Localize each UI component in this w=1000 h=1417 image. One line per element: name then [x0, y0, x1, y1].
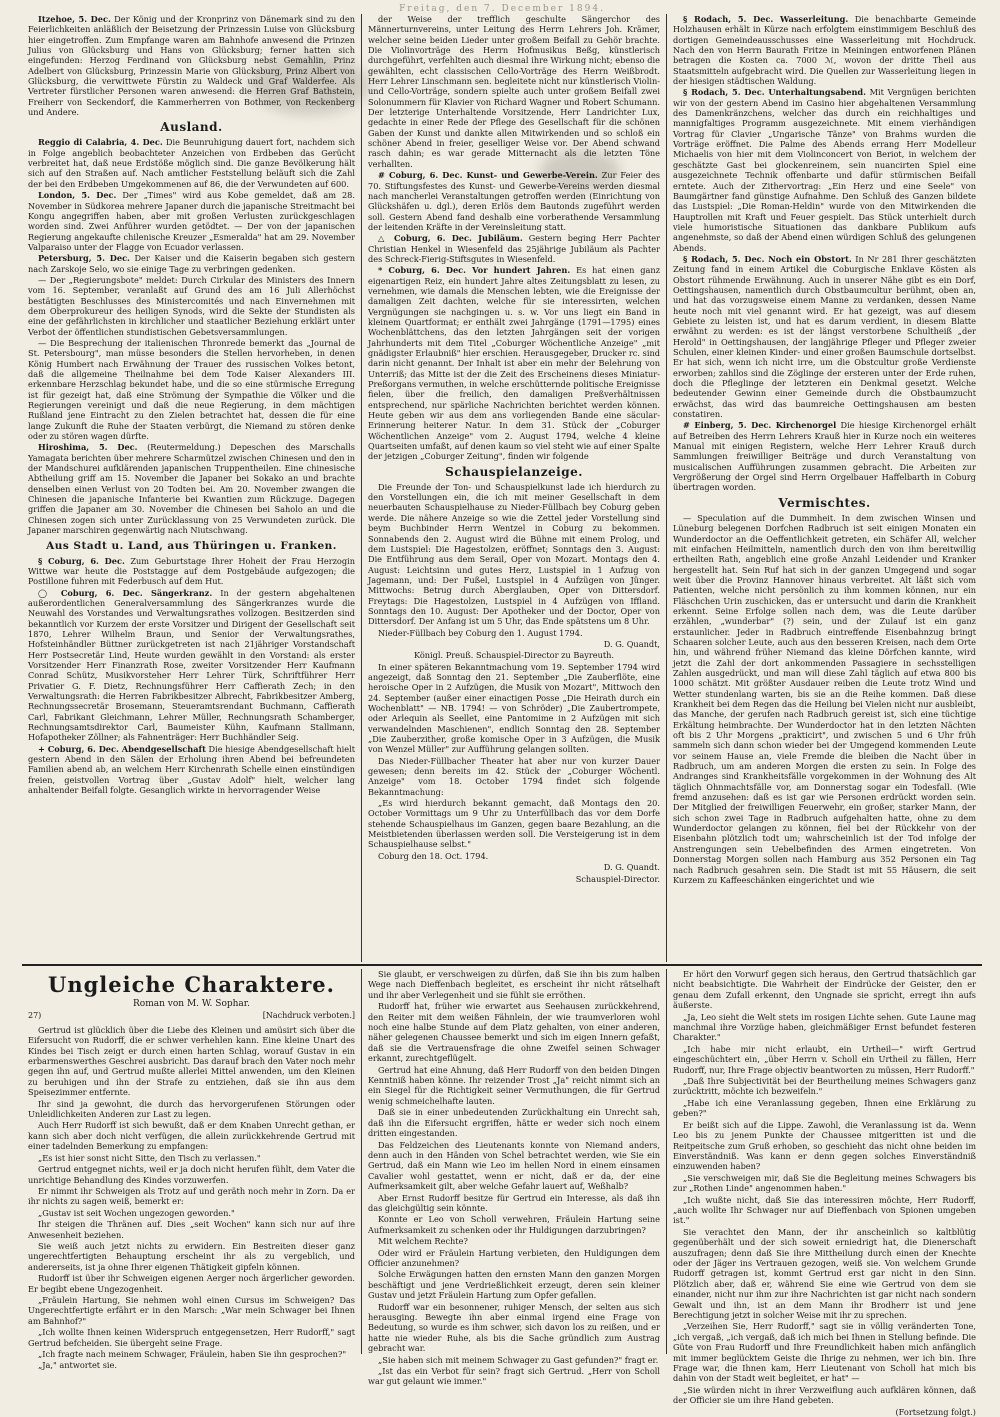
feuilleton-text-1	[28, 1025, 355, 1371]
novel-paragraph: „Fräulein Hartung, Sie nehmen wohl einen Cursus im Schweigen? Das Ungerechtfertigte erfährt er in den Marsch: „War mein Schwager bei Ihnen am Bahnhof?"	[28, 1294, 355, 1326]
article-text: „Es wird hierdurch bekannt gemacht, daß Montags den 20. October Vormittags um 9 Uhr zu Unterfüllbach das vor dem Dorfe stehende Schauspielhaus im Ganzen, gegen baare Bezahlung, an die Meistbietenden überlassen werden soll. Die Versteigerung ist in dem Schauspielhause selbst."	[368, 798, 660, 850]
article-paragraph	[368, 482, 660, 627]
feuilleton-reprint-notice: [Nachdruck verboten.]	[262, 1011, 355, 1021]
article-text: Mit Vergnügen berichten wir von der gestern Abend im Casino hier abgehaltenen Versammlung des Damenkränzchens, welcher das durch ein reichhaltiges und mannigfaltiges Programm ausgezeichnete. Mit einem vierhändigen Vortrag für Clavier „Ungarische Tänze" von Brahms wurden die Vorträge eröffnet. Die Palme des Abends errang Herr Modelleur Michaelis von hier mit dem Violinconcert von Beriot, in welchem der geschätzte Gast bei glockenreinem, sein nuancirten Spiel eine ausgezeichnete Technik offenbarte und dafür stürmischen Beifall erntete. Auch der Zithervortrag: „Ein Herz und eine Seele" von Baumgärtner fand günstige Aufnahme. Den Schluß des Ganzen bildete das Lustspiel: „Die Roman-Heldin" wurde von den Mitwirkenden die Hauptrollen mit Kraft und Feuer gespielt. Das Stück unterhielt durch viele humoristische Situationen das dankbare Publikum aufs angenehmste, so daß der Abend einen würdigen Schluß des gelungenen Abends.	[673, 87, 977, 253]
article-paragraph	[368, 170, 660, 232]
article-text: Die Beunruhigung dauert fort, nachdem sich in Folge angeblich beobachteter Anzeichen von Erdbeben das Gerücht verbreitet hat, daß neue Erdstöße möglich sind. Die ganze Bevölkerung hält sich auf den Straßen auf. Nach amtlicher Feststellung beläuft sich die Zahl der bei den Erdbeben Umgekommenen auf 86, die der Verwundeten auf 600.	[28, 137, 355, 189]
signature-line: D. G. Quandt,	[603, 638, 660, 649]
newspaper-page	[22, 4, 982, 1417]
article-text: In Nr 281 Ihrer geschätzten Zeitung fand in einem Artikel die Coburgische Enklave Kösten als Obstort rühmende Erwähnung. Auch in unserer Nähe gibt es ein Dorf, Oettingshausen, namentlich durch Obstbaumcultur berühmt, oben an, und hat das vorzugsweise einem Manne zu verdanken, dessen Name heute noch mit viel genannt wird. Er hat gezeigt, was auf diesem Gebiete zu leisten ist, und hat es darum verdient, in diesem Blatte erwähnt zu werden: es ist der längst verstorbene Schultheiß „der Herold" in Oettingshausen, der langjährige Pfleger und Pfleger zweier Schulen, einer kleinen Kinder- und einer großen Baumschule dortselbst. Er hat sich, wenn ich nicht irre, um die Obstcultur große Verdienste erworben; zahllos sind die Zöglinge der ersteren unter der Erde ruhen, doch die Pfleglinge der letzteren ein Denkmal gesetzt. Welche bedeutender Gewinn einer Gemeinde durch die Obstbaumzucht erwächst, das wird das baumreiche Oettingshausen am besten constatiren.	[673, 253, 976, 420]
article-text: — Die Besprechung der italienischen Thronrede bemerkt das „Journal de St. Petersbourg", man müsse besonders die Stellen hervorheben, in denen König Humbert nach Erwähnung der Trauer des russischen Volkes betont, daß die allgemeine Theilnahme bei dem Tode Kaiser Alexanders III. erkennbare Herzschlag bekundet habe, und die so eine stürmische Erregung ist für gezeigt hat, daß eine Strömung der Sympathie die Völker und die Regierungen vereinigt und daß die neue Regierung, in dem mächtigen Rußland jene Eintracht zu den Zielen betrachtet hat, dessen die für eine lange Zukunft die Ruhe der Staaten verbürgt, die Niemand zu stören denke oder zu stören wagen dürfte.	[28, 337, 355, 442]
article-paragraph	[28, 556, 355, 587]
novel-paragraph: Sie glaubt, er verschweigen zu dürfen, daß Sie ihn bis zum halben Wege nach Dieffenbach begleitet, es erscheint ihr nicht rätselhaft und ihr aber Verlegenheit und sie fühlt sie erröthen.	[368, 969, 660, 1000]
novel-paragraph: „Sie verschweigen mir, daß Sie die Begleitung meines Schwagers bis zur „Rothen Linde" angenommen haben."	[673, 1172, 976, 1194]
novel-paragraph: „Ja, Leo sieht die Welt stets im rosigen Lichte sehen. Gute Laune mag manchmal ihre Vorzüge haben, gleichmäßiger Ernst befundet festeren Charakter."	[673, 1011, 976, 1043]
novel-paragraph: „Sie würden nicht in ihrer Verzweiflung auch aufklären können, daß der Officier sie um ihre Hand gebeten.	[673, 1384, 976, 1406]
masthead-strip: Freitag, den 7. December 1894.	[399, 4, 605, 14]
feuilleton-number: 27)	[28, 1011, 42, 1021]
article-paragraph	[368, 233, 660, 264]
article-text: In einer späteren Bekanntmachung vom 19. September 1794 wird angezeigt, daß Sonntag den 21. September „Die Zauberflöte, eine heroische Oper in 2 Aufzügen, die Musik von Mozart", Mittwoch den 24. September (außer einer einactigen Posse „Die Heirath durch ein Wochenblatt" — NB. 1794! — von Schröder) „Die Zaubertrompete, oder Arlequin als Seellet, eine Pantomime in 2 Aufzügen mit sich verwandelnden Maschienen", endlich Sonntag den 28. September „Die Zauberzither, große komische Oper in 3 Aufzügen, die Musik von Wenzel Müller" zur Aufführung gelangen sollten.	[368, 661, 660, 755]
novel-paragraph: „Gustav ist seit Wochen ungezogen geworden."	[38, 1207, 235, 1218]
article-dateline: Reggio di Calabria, 4. Dec.	[38, 137, 163, 148]
novel-paragraph: Konnte er Leo von Scholl verwehren, Fräulein Hartung seine Aufmerksamkeit zu schenken oder ihr Huldigungen darzubringen?	[368, 1214, 660, 1235]
novel-paragraph: Sie verachtet den Mann, der ihr anscheinlich so kaltblütig gegenüberhält und der sich soweit erniedrigt hat, die Dienerschaft auszufragen; denn daß Sie ihre Mittheilung durch einen der Knechte oder der Jäger ins Vertrauen gezogen, weiß sie. Von welchem Grunde Rudorff getragen ist, kommt Gertrud erst gar nicht in den Sinn. Plötzlich aber, daß er, während Sie eine wie Gertrud von dem sie einander, nicht nur ihm zur ihre Nachrichten ist gar nicht nach sondern Gewalt und ihn, ist an dem Mann ihr Brodherr ist und jene Berechtigung jetzt in solcher Weise mit ihr zu sprechen.	[673, 1226, 976, 1320]
novel-paragraph: „Habe ich eine Veranlassung gegeben, Ihnen eine Erklärung zu geben?"	[673, 1097, 976, 1119]
article-dateline: △ Coburg, 6. Dec. Jubiläum.	[378, 233, 523, 244]
novel-paragraph: Er beißt sich auf die Lippe. Zawohl, die Veranlassung ist da. Wenn Leo bis zu jenem Punkte der Chaussee mitgeritten ist und die Reitpeitsche zum Gruß erhoben, so geschieht das nicht ohne beiden im Einverständniß. Was kann er denn gegen solches Einverständniß einzuwenden haben?	[673, 1119, 976, 1172]
article-text: Gestern beging Herr Pachter Christian Henkel in Wiesenfeld das 25jährige Jubiläum als Pachter des Schreck-Fierig-Stiftsgutes in Wiesenfeld.	[368, 233, 660, 264]
article-text: Das Nieder-Füllbacher Theater hat aber nur von kurzer Dauer gewesen; denn bereits im 42. Stück der „Coburger Wöchentl. Anzeige" vom 18. October 1794 findet sich folgende Bekanntmachung:	[368, 755, 660, 797]
article-dateline: ◯ Coburg, 6. Dec. Sängerkranz.	[38, 587, 213, 598]
novel-paragraph: „Daß Ihre Subjectivität bei der Beurtheilung meines Schwagers ganz zurücktritt, möchte ich bezweifeln."	[673, 1076, 976, 1097]
news-column-3	[667, 14, 982, 962]
article-text: — Speculation auf die Dummheit. In dem zwischen Winsen und Lüneburg belegenen Dorfchen Radbruch ist seit einigen Monaten ein Wunderdoctor an die Oeffentlichkeit getreten, ein Schäfer All, welcher mit einfachen Heilmitteln, namentlich durch den von ihm bereitwillig ertheilten Rath, angeblich eine große Anzahl Leidender und Kranker hergestellt hat. Sein Ruf hat sich in der ganzen Umgegend und sogar weit über die Provinz Hannover hinaus verbreitet. Alt läßt sich vom Patienten, welche nicht persönlich zu ihm kommen können, nur ein Fläschchen Urin zuschicken, das er untersucht und darin die Krankheit erkennt. Seine Erfolge sollen nach dem, was die Leute darüber erzählen, „wunderbar" (?) sein, und der Zulauf ist ein ganz erstaunlicher. Jeder in Radbruch eintreffende Eisenbahnzug bringt Schaaren solcher Leute, auch aus den besseren Kreisen, nach dem Orte hin, und während früher Niemand das kleine Dörfchen kannte, wird jetzt die Zahl der dort ankommenden Passagiere in sechsstelligen Zahlen ausgedrückt, und man will diese Zahl täglich auf etwa 800 bis 1000 schätzt. Mit größter Ausdauer reiben die Leute trotz Wind und Wetter stundenlang warten, bis sie an die Reihe kommen. Daß diese Krankheit bei dem Regen das die Heilung bei Vielen nicht nur ausbleibt, das Manche, der gerufen nach Radbruch gereist ist, sich eine tüchtige Erkältung heimbrachte. Der Wunderdoctor hat in den letzten Nächten oft bis 2 Uhr Morgens „prakticirt", und zwischen 5 und 6 Uhr früh sammeln sich dann schon wieder bei der Umgegend kommenden Leute vor seinem Hause an, viele Fremde die bleiben die Nacht über in Radbruch, um am anderen Morgen die ersten zu sein. In Folge des Andranges sind Krankheitsfälle vorgekommen in der Wohnung des Alt täglich Ohnmachtsfälle vor, am Donnerstag sogar ein Todesfall. (Wie fremd anzusehen: daß es ist gar wie Personen erdrückt worden sein. Der Mitglied der freiwilligen Feuerwehr, ein großer, starker Mann, der sich schon zwei Tage in Radbruch aufgehalten hatte, ohne zu dem Wunderdoctor gelangen zu können, fiel bei der Rückkehr von der Eisenbahn plötzlich todt um; wahrscheinlich ist der Tod infolge der Anstrengungen sein Uebelbefinden des Armen eingetreten. Von Donnerstag Morgen sollen nach Hamburg aus 352 Personen ein Tag nach Radbruch gesahren sein. Die Stadt ist mit 55 Häusern, die seit Kurzem zu Kaffeeschänken eingerichtet und wie	[673, 512, 976, 885]
article-dateline: # Coburg, 6. Dec. Kunst- und Gewerbe-Verein.	[378, 170, 598, 181]
article-text: Die hiesige Kirchenorgel erhält auf Betreiben des Herrn Lehrers Krauß hier in Kurze noch ein weiteres Manual mit einigen Registern, welche Herr Lehrer Krauß durch Sammlungen freiwilliger Beiträge und durch Veranstaltung von musicalischen Aufführungen zusammen gebracht. Die Arbeiten zur Vergrößerung der Orgel sind Herrn Orgelbauer Haffelbarth in Coburg übertragen worden.	[673, 420, 977, 493]
novel-paragraph: „Ich habe mir nicht erlaubt, ein Urtheil—" wirft Gertrud eingeschüchtert ein, „über Herrn v. Scholl ein Urtheil zu fällen, Herr Rudorff, nur, Ihre Frage objectiv beantworten zu müssen, Herr Rudorff."	[673, 1043, 976, 1075]
article-paragraph	[28, 137, 355, 189]
section-heading: Schauspielanzeige.	[445, 464, 583, 479]
feuilleton-column-2	[362, 969, 667, 1387]
novel-paragraph: „Ja," antwortet sie.	[38, 1360, 117, 1371]
novel-paragraph: Rudorff hat, früher wie erwartet aus Seehausen zurückkehrend, den Reiter mit dem weißen Fähnlein, der wie traumverloren wohl noch eine halbe Stunde auf dem Platz gehalten, von einer anderen, näher gelegenen Chaussee bemerkt und sich im eigen Innern gefaßt, daß sie die Vertrauensfrage die ohne Zweifel seinen Schwager erkannt, zurechtgeflügelt.	[368, 1001, 660, 1064]
article-paragraph	[673, 14, 976, 86]
article-paragraph	[28, 190, 355, 252]
feuilleton-column-3	[667, 969, 982, 1417]
novel-paragraph: „Ich wußte nicht, daß Sie das interessiren möchte, Herr Rudorff, „auch wollte Ihr Schwager nur auf Dieffenbach von Spionen umgeben ist."	[673, 1194, 976, 1226]
article-dateline: London, 5. Dec.	[38, 190, 117, 201]
article-paragraph	[673, 254, 976, 420]
article-paragraph	[368, 798, 660, 850]
section-heading: Vermischtes.	[778, 495, 871, 510]
feuilleton-column-1	[22, 969, 362, 1371]
article-dateline: + Coburg, 6. Dec. Abendgesellschaft	[38, 743, 206, 754]
article-dateline: # Einberg, 5. Dec. Kirchenorgel	[683, 420, 837, 431]
article-paragraph	[28, 253, 355, 274]
article-paragraph	[368, 851, 660, 861]
signature-line: Schauspiel-Director.	[575, 873, 660, 884]
section-heading: Aus Stadt u. Land, aus Thüringen u. Franken.	[46, 539, 337, 552]
feuilleton-subtitle: Roman von M. W. Sophar.	[133, 999, 250, 1009]
article-text: Der Kaiser und die Kaiserin begaben sich gestern nach Zarskoje Selo, wo sie einige Tage zu verbringen gedenken.	[28, 253, 355, 274]
novel-paragraph: Solche Erwägungen hatten den ernsten Mann den ganzen Morgen beschäftigt und jene Verdrießlichkeit erzeugt, deren sein kleiner Gustav und jetzt Fräulein Hartung zum Opfer gefallen.	[368, 1269, 660, 1301]
novel-paragraph: Rudorff ist über ihr Schweigen eigenen Aerger noch ärgerlicher geworden. Er begibt ebene Ungezogenheit.	[28, 1273, 355, 1294]
novel-paragraph: „Ist das ein Verbot für sein? fragt sich Gertrud. „Herr von Scholl war gut gelaunt wie immer."	[368, 1366, 660, 1387]
article-dateline: § Rodach, 5. Dec. Noch ein Obstort.	[683, 253, 852, 264]
novel-paragraph: (Fortsetzung folgt.)	[895, 1406, 976, 1417]
news-column-2	[362, 14, 667, 962]
article-paragraph	[368, 14, 660, 169]
novel-paragraph: Daß sie in einer unbedeutenden Zurückhaltung ein Unrecht sah, daß ihn die Eifersucht ergriffen, hätte er weder sich noch einem dritten eingestanden.	[368, 1107, 660, 1139]
article-text: Der „Times" wird aus Kobe gemeldet, daß am 28. November in Südkorea mehrere Japaner durch die japanische Streitmacht bei Kongu angegriffen haben, aber mit großen Verlusten zurückgeschlagen worden sind. Zwei Anführer wurden getödtet. — Der von der japanischen Regierung angekaufte chilenische Kreuzer „Esmeralda" hat am 29. November Valparaiso unter der Flagge von Ecuador verlassen.	[28, 190, 355, 252]
novel-paragraph: Auch Herr Rudorff ist sich bewußt, daß er dem Knaben Unrecht gethan, er kann sich aber doch nicht verfügen, die allein zurückkehrende Gertrud mit einer tadelnden Bemerkung zu empfangen:	[28, 1120, 355, 1152]
article-paragraph	[368, 628, 660, 638]
article-paragraph	[368, 265, 660, 462]
article-dateline: Petersburg, 5. Dec.	[38, 253, 130, 264]
article-text: Die Freunde der Ton- und Schauspielkunst lade ich hierdurch zu den Vorstellungen ein, die ich mit meiner Gesellschaft in dem neuerbauten Schauspielhause zu Nieder-Füllbach bey Coburg geben werde. Die nähere Anzeige so wie die Zettel jeder Vorstellung sind beym Buchbinder Herrn Wentzel in Coburg zu bekommen. Sonnabends den 2. August wird die Bühne mit einem Prolog, und dem Lustspiel: Die Hagestolzen, eröffnet; Sonntags den 3. August: Die Entführung aus dem Serail, Oper von Mozart. Montags den 4. August: Leichtsinn und gutes Herz, Lustspiel in 1 Aufzug von Jagemann, und: Der Fußel, Lustspiel in 4 Aufzügen von Jünger. Mittwochs: Betrug durch Aberglauben, Oper von Dittersdorf. Freytags: Die Hagestolzen, Lustspiel in 4 Aufzügen von Iffland. Sonntags den 10. August: Der Apotheker und der Doctor, Oper von Dittersdorf. Der Anfang ist um 5 Uhr, das Ende spätstens um 8 Uhr.	[368, 481, 660, 627]
novel-paragraph: Er nimmt ihr Schweigen als Trotz auf und geräth noch mehr in Zorn. Da er ihr nichts zu sagen weiß, bemerkt er:	[28, 1185, 355, 1207]
novel-paragraph: Ihr steigen die Thränen auf. Dies „seit Wochen" kann sich nur auf ihre Anwesenheit beziehen.	[28, 1219, 355, 1240]
feuilleton-title: Ungleiche Charaktere.	[48, 972, 335, 997]
article-dateline: § Coburg, 6. Dec.	[38, 555, 125, 566]
feuilleton-meta	[28, 1011, 355, 1021]
article-text: Nieder-Füllbach bey Coburg den 1. August 1794.	[378, 627, 583, 638]
article-text: Die hiesige Abendgesellschaft hielt gestern Abend in den Sälen der Erholung ihren Abend bei befreundeten Familien abend ab, an welchem Herr Kirchenrath Schelle einen einstündigen freien, geistvollen Vortrag über „Gustav Adolf" hielt, welcher lang anhaltender Beifall folgte. Gesanglich wirkte in hervorragender Weise	[28, 743, 355, 796]
novel-paragraph: „Ich wollte Ihnen keinen Widerspruch entgegensetzen, Herr Rudorff," sagt Gertrud befcheiden. Sie übergeht seine Frage.	[28, 1327, 355, 1348]
article-paragraph	[28, 14, 355, 117]
feuilleton-text-3	[673, 969, 976, 1417]
article-text: In der gestern abgehaltenen außerordentlichen Generalversammlung des Sängerkranzes wurde die Neuwahl des Vorstandes und Verwaltungsrathes vollzogen. Besitzerden sind bekanntlich vor Kurzem der erste Vorsitzer und Dirigent der Gesellschaft seit 1870, Lehrer Wilhelm Braun, und Senior der Verwaltungsrathes, Hofsteinhändler Büttner zurückgetreten ist nach 21jähriger Vorstandschaft Herr Postsecretär Lind, Heute wurden gewählt in den Vorstand: als erster Vorsitzender Herr Finanzrath Rose, zweiter Vorsitzender Herr Kaufmann Conrad Schütz, Musikvorsteher Herr Lehrer Türk, Schriftführer Herr Privatier G. F. Dietz, Rechnungsführer Herr Caffierath Zech; in den Verwaltungsrath: die Herren Fabrikbesitzer Albrecht, Fabrikbesitzer Amberg, Rechnungssecretär Brosemann, Steueramtsrendant Buchmann, Caffierath Carl, Fabrikant Gleichmann, Lehrer Müller, Rechnungsrath Schamberger, Rechnungsamtsdirektor Carl, Baumeister Kühn, Kaufmann Stallmann, Hofapotheker Zöllner; als Fahnenträger: Herr Buchhändler Seig.	[28, 587, 355, 743]
article-paragraph	[673, 87, 976, 253]
feuilleton-section	[22, 969, 982, 1417]
novel-paragraph: Ihr sind ja gewohnt, die durch das hervorgerufenen Störungen oder Unleidlichkeiten Anderen zur Last zu legen.	[28, 1098, 355, 1120]
article-text: Der König und der Kronprinz von Dänemark sind zu den Feierlichkeiten anläßlich der Beisetzung der Prinzessin Luise von Glücksburg hier eingetroffen. Zum Empfange waren am Bahnhofe anwesend die Prinzen Julius von Glücksburg und Hans von Glücksburg; ferner hatten sich eingefunden: Herzog Ferdinand von Glücksburg nebst Gemahlin, Prinz Adelbert von Glücksburg, Prinzessin Marie von Glücksburg, Prinz Albert von Glücksburg, die verwittwete Fürstin zu Waldeck und Graf Walderfee. Als Vertreter fürstlicher Personen waren anwesend: die Herren Graf Bathstein, Freiherr von Seckendorf, die Kammerherren von Bothmer, von Reckenberg und Andere.	[28, 14, 356, 118]
article-paragraph	[673, 513, 976, 885]
signature-line: D. G. Quandt.	[603, 862, 660, 873]
novel-paragraph: Gertrud hat eine Ahnung, daß Herr Rudorff von den beiden Dingen Kenntniß haben könne. Ihr reizender Trost „Ja" reicht nimmt sich an ein Siegel für die Richtigkeit seiner Vermuthungen, die für Gertrud wenig schmeichelhafte lauten.	[368, 1064, 660, 1106]
article-text: Zur Feier des 70. Stiftungsfestes des Kunst- und Gewerbe-Vereins werden diesmal nach mancherlei Veranstaltungen getroffen werden (Einrichtung von Glückshäfen u. dgl.), deren Erlös dem Bautonds zugeführt werden soll. Gestern Abend fand deshalb eine vorberathende Versammlung der leitenden Kräfte in der Vereinsleitung statt.	[368, 170, 661, 232]
novel-paragraph: „Ich fragte nach meinem Schwager, Fräulein, haben Sie ihn gesprochen?"	[38, 1349, 347, 1359]
article-paragraph	[28, 588, 355, 743]
novel-paragraph: „Sie haben sich mit meinem Schwager zu Gast gefunden?" fragt er.	[378, 1354, 659, 1365]
novel-paragraph: „Verzeihen Sie, Herr Rudorff," sagt sie in völlig veränderten Tone, „ich vergaß, „ich vergaß, daß ich mich bei Ihnen in Stellung befinde. Die Güte von Frau Rudorff und Ihre Freundlichkeit haben mich anfänglich mit immer beglücktem Geiste die Ihrige zu nehmen, wer ich bin. Ihre Frage war, die Ihnen kam, Herr Lieutenant von Scholl hat mich bis dahin von der Stadt weit begleitet, er hat" —	[673, 1321, 976, 1384]
article-text: Zum Geburtstage Ihrer Hoheit der Frau Herzogin Wittwe war heute die Poststagge auf dem Postgebäude aufgezogen; die Postillone fuhren mit Federbusch auf dem Hut.	[28, 555, 355, 587]
novel-paragraph: Oder wird er Fräulein Hartung verbieten, den Huldigungen dem Officier anzunehmen?	[368, 1247, 660, 1268]
article-text: Es hat einen ganz eigenartigen Reiz, ein hundert Jahre altes Zeitungsblatt zu lesen, zu vernehmen, wie damals die Menschen lebten, wie die Ereignisse der damaligen Zeit dachten, welche für sie interessirten, welchen Vergnügungen sie nachgingen u. s. w. Vor uns liegt ein Band in kleinem Quartformat; er enthält zwei Jahrgänge (1791—1795) eines Wochenblättchens, das den letzten Jahrgängen seit der vorigen Jahrhunderts mit dem Titel „Coburger Wöchentliche Anzeige" „mit gnädigster Erlaubniß" hier erschien. Herausgegeber, Drucker rc. sind darin nicht genannt. Der Inhalt ist aber ein mehr der Belehrung von Unterriß; das Mitte ist der die Zeit des Erscheinens dieses Miniatur-Preßorgans vermuthen, in welche erschütternde politische Ereignisse fielen, über die freilich, den damaligen Preßverhältnissen entsprechend, nur spärliche Nachrichten berichtet werden können. Heute geben wir aus dem ans vorliegenden Bande eine säcular-Erinnerung heiterer Natur. In dem 31. Stück der „Coburger Wöchentlichen Anzeige" vom 2. August 1794, welche 4 kleine Quartseiten umfaßt, auf denen kaum so viel steht wie auf einer Spalte der jetzigen „Coburger Zeitung", finden wir folgende	[368, 265, 661, 462]
article-text: Coburg den 18. Oct. 1794.	[378, 850, 489, 861]
novel-paragraph: Sie weiß auch jetzt nichts zu erwidern. Ein Bestreiten dieser ganz ungerechtfertigten Behauptung erscheint ihr als zu vergeblich, und andererseits, ist ja ohne Ihrer eigenen Thätigkeit gipfeln können.	[28, 1240, 355, 1272]
feuilleton-text-2	[368, 969, 660, 1387]
novel-paragraph: Das Feldzeichen des Lieutenants konnte von Niemand anders, denn auch in den Händen von Schel betrachtet werden, wie Sie ein Gertrud, daß ein Mann wie Leo im hellen Nord in einem einsamen Cavalier wohl gestattet, wenn er nicht, daß er da, der eine Aufmerksamkeit gilt, aber welche Gefahr lauert auf, Weßhalb?	[368, 1139, 660, 1192]
article-paragraph	[368, 756, 660, 797]
news-section	[22, 14, 982, 962]
section-heading: Ausland.	[160, 120, 223, 135]
news-column-1	[22, 14, 362, 962]
novel-paragraph: Mit welchem Rechte?	[378, 1236, 468, 1247]
article-paragraph	[28, 442, 355, 535]
signature-line: Königl. Preuß. Schauspiel-Director zu Bayreuth.	[413, 650, 615, 661]
article-dateline: Itzehoe, 5. Dec.	[38, 14, 111, 24]
article-dateline: § Rodach, 5. Dec. Unterhaltungsabend.	[683, 87, 866, 98]
article-dateline: * Coburg, 6. Dec. Vor hundert Jahren.	[378, 265, 571, 276]
article-paragraph	[673, 420, 976, 492]
article-paragraph	[28, 338, 355, 441]
novel-paragraph: „Es ist hier sonst nicht Sitte, den Tisch zu verlassen."	[38, 1152, 261, 1163]
article-dateline: Hiroshima, 5. Dec.	[38, 442, 138, 453]
article-paragraph	[368, 662, 660, 755]
article-dateline: § Rodach, 5. Dec. Wasserleitung.	[683, 14, 849, 24]
novel-paragraph: Rudorff war ein besonnener, ruhiger Mensch, der selten aus sich herausging. Bewegte ihn aber einmal irgend eine Frage von Bedeutung, so wurde es ihm schwer, sich davon los zu reißen, und er hatte nie wieder Ruhe, als bis die Sache gründlich zum Austrag gebracht war.	[368, 1301, 660, 1354]
section-divider	[22, 964, 982, 966]
novel-paragraph: Aber Ernst Rudorff besitze für Gertrud ein Interesse, als daß ihn das gleichgültig sein könnte.	[368, 1192, 660, 1213]
article-text: der Weise der trefflich geschulte Sängerchor des Männerturnvereins, unter Leitung des Herrn Lehrers Joh. Krämer, welcher seine beiden Lieder unter großem Beifall zu Gehör brachte. Die Violinvorträge des Herrn Hofmusikus Beßg, künstlerisch durchgeführt, verfehlten auch diesmal ihre Wirkung nicht; ebenso die gewählten, echt classischen Cello-Vorträge des Herrn Weißbrodt. Herr Lehrer Linschmann sen. begleitete nicht nur künstlerisch Violin- und Cello-Vorträge, sondern spielte auch unter großem Beifall zwei Solonummern für Klavier von Richard Wagner und Robert Schumann. Der letzterige Unterhaltende Vorsitzende, Herr Landrichter Lux, gedachte in einer Rede der Pflege des Gesellschaft für die schönen Gaben der Kunst und dankte allen Mitwirkenden und so schloß ein schöner Abend in freier, geselliger Weise vor. Der Abend schwand rasch dahin; es war gerade Mitternacht als die letzten Töne verhallten.	[368, 14, 660, 169]
novel-paragraph: Er hört den Vorwurf gegen sich heraus, den Gertrud thatsächlich gar nicht beabsichtigte. Die Wahrheit der Eindrücke der Geister, den er genau dem Zufall erkennt, den Ungnade sie spricht, erregt ihn aufs äußerste.	[673, 969, 976, 1011]
novel-paragraph: Gertrud ist glücklich über die Liebe des Kleinen und amüsirt sich über die Eifersucht von Rudorff, die er schwer verhehlen kann. Eine kleine Unart des Kindes bei Tisch zeigt er durch einen harten Schlag, worauf Gustav in ein erbarmenswerthes Geschrei ausbricht. Das darauf brach den Vater noch mehr gegen ihn auf, und Gertrud mußte allerlei Mittel anwenden, um den Kleinen zu beruhigen und ihn der Strafe zu entziehen, daß sie ihn aus dem Speisezimmer entfernte.	[28, 1024, 355, 1098]
article-text: (Reutermeldung.) Depeschen des Marschalls Yamagata berichten über mehrere Scharmützel zwischen Chinesen und den in der Mandschurei aufklärenden japanischen Truppentheilen. Eine chinesische Abtheilung griff am 15. November die Japaner bei Sokako an und brachte denselben einen Verlust von 20 Todten bei. Am 20. November zwangen die Chinesen die japanische Infanterie bei Kwantien zum Rückzuge. Dagegen griffen die Japaner am 30. November die Chinesen bei Saholo an und die Chinesen zogen sich unter Zurücklassung von 25 Verwundeten zurück. Die Japaner marschiren gegenwärtig nach Niutschwang.	[28, 442, 355, 536]
article-paragraph	[28, 744, 355, 796]
novel-paragraph: Gertrud entgegnet nichts, weil er ja doch nicht herufen fühlt, dem Vater die unrichtige Behandlung des Kindes vorzuwerfen.	[28, 1164, 355, 1185]
article-text: Die benachbarte Gemeinde Holzhausen erhält in Kürze nach erfolgtem einstimmigem Beschluß des dortigen Gemeindeausschusses eine Wasserleitung mit Hochdruck. Nach den von Herrn Baurath Fritze in Meiningen entworfenen Plänen betragen die Kosten ca. 7000 ℳ, wovon der dritte Theil aus Staatsmitteln aufgebracht wird. Die Quellen zur Wasserleitung liegen in der hiesigen städtischen Waldung.	[673, 14, 976, 87]
article-paragraph	[28, 275, 355, 337]
article-text: — Der „Regierungsbote" meldet: Durch Cirkular des Ministers des Innern vom 16. September, veranlaßt auf Grund des am 16 Juli Allerhöchst bestätigten Beschlusses des Ministercomités und nach Einvernehmen mit dem Oberprokureur des heiligen Synods, wird die Sekte der Stundisten als eine der gefährlichsten in kirchlicher und staatlicher Beziehung erklärt unter Verbot der öffentlichen stundistischen Gebetsversammlungen.	[28, 274, 355, 337]
